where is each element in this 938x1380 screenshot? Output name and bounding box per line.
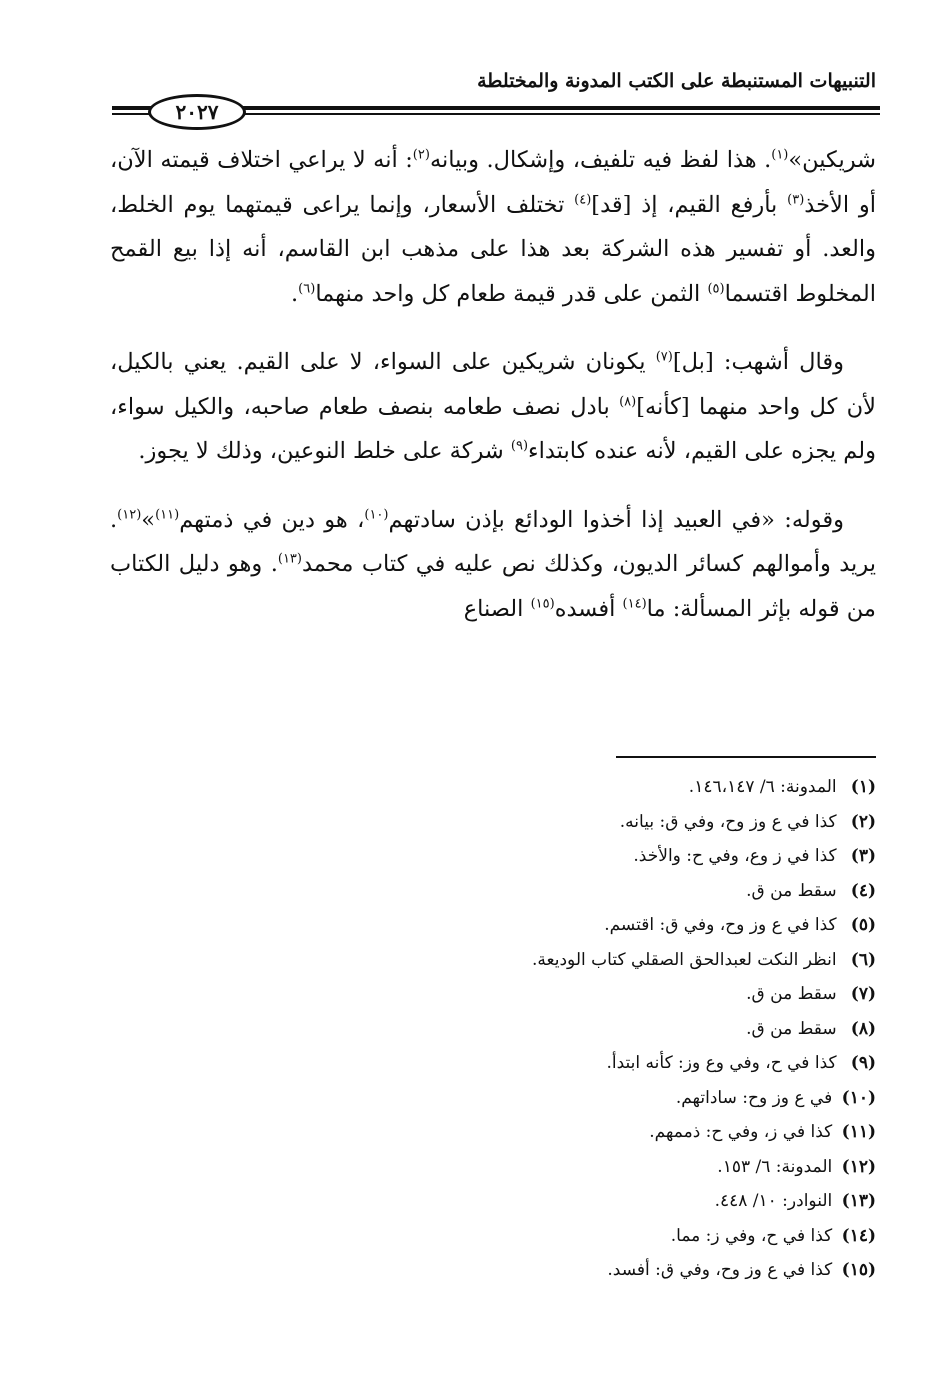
- text-run: . هذا لفظ فيه تلفيف، وإشكال. وبيانه: [429, 147, 772, 173]
- footnote-text: المدونة: ٦/ ١٤٦،١٤٧.: [688, 777, 842, 797]
- footnote-marker: (٨): [619, 394, 637, 409]
- footnote-item: [56, 770, 876, 805]
- footnote-number: (٧): [850, 984, 876, 1004]
- footnote-marker: (٢): [412, 147, 430, 163]
- text-run: ، هو دين في ذمتهم: [179, 506, 365, 533]
- footnote-text: كذا في ز وع، وفي ح: والأخذ.: [633, 846, 842, 866]
- footnote-item: [56, 908, 876, 943]
- footnote-text: في ع وز وح: ساداتهم.: [675, 1087, 838, 1108]
- footnote-item: [56, 874, 876, 909]
- footnote-number: (١): [850, 777, 876, 797]
- footnote-item: [56, 839, 876, 874]
- footnote-number: (٩): [850, 1053, 876, 1073]
- footnote-number: (٣): [850, 846, 876, 866]
- text-run: الصناع: [463, 595, 531, 622]
- footnote-text: سقط من ق.: [746, 1018, 842, 1039]
- footnote-item: [56, 977, 876, 1012]
- text-run: وقال أشهب: [بل]: [672, 349, 844, 375]
- text-run: وقوله: «في العبيد إذا أخذوا الودائع بإذن سادتهم: [388, 506, 845, 533]
- footnote-text: كذا في ح، وفي وع وز: كأنه ابتدأ.: [606, 1053, 842, 1073]
- footnote-number: (٥): [850, 915, 876, 935]
- footnote-text: النوادر: ١٠/ ٤٤٨.: [714, 1191, 838, 1211]
- paragraph-1: [110, 138, 876, 316]
- footnote-item: [56, 805, 876, 840]
- footnote-marker: (١٥): [530, 596, 555, 611]
- footnote-text: كذا في ع وز وح، وفي ق: اقتسم.: [604, 915, 842, 935]
- text-run: شركة على خلط النوعين، وذلك لا يجوز.: [138, 438, 511, 464]
- footnote-item: [56, 1012, 876, 1047]
- footnote-text: كذا في ع وز وح، وفي ق: بيانه.: [619, 811, 842, 832]
- text-run: »: [141, 506, 156, 533]
- footnote-number: (٦): [850, 949, 876, 970]
- footnote-text: المدونة: ٦/ ١٥٣.: [717, 1156, 838, 1177]
- footnote-marker: (١١): [155, 507, 180, 522]
- footnote-marker: (٥): [707, 281, 725, 296]
- footnote-marker: (٧): [655, 349, 673, 365]
- footnote-text: سقط من ق.: [746, 984, 842, 1004]
- footnote-number: (١٠): [841, 1087, 876, 1108]
- footnote-item: [56, 1219, 876, 1254]
- footnote-item: [56, 1184, 876, 1219]
- paragraph-3: [110, 498, 876, 632]
- footnote-marker: (٣): [787, 192, 805, 207]
- text-run: يكونان شريكين على السواء، لا على القيم. يعني بالكيل، لأن كل واحد منهما [كأنه]: [110, 349, 876, 420]
- footnote-number: (٤): [850, 880, 876, 901]
- footnote-text: سقط من ق.: [746, 880, 842, 901]
- main-text: [110, 138, 876, 655]
- footnote-marker: (١٠): [364, 507, 389, 522]
- footnote-item: [56, 1046, 876, 1081]
- footnote-item: [56, 943, 876, 978]
- text-run: . يريد وأموالهم كسائر الديون، وكذلك نص عليه في كتاب محمد: [110, 506, 876, 577]
- page-number: ٢٠٢٧: [148, 94, 246, 130]
- footnote-number: (١٢): [841, 1156, 876, 1177]
- footnote-separator: [616, 756, 876, 758]
- text-run: شريكين»: [788, 147, 877, 173]
- footnotes-list: [56, 770, 876, 1288]
- running-title: التنبيهات المستنبطة على الكتب المدونة والمختلطة: [477, 70, 876, 92]
- footnote-item: [56, 1081, 876, 1116]
- footnote-number: (١٣): [841, 1191, 876, 1211]
- text-run: : أنه لا يراعي اختلاف قيمته الآن، أو الأخذ: [110, 147, 877, 218]
- footnote-number: (٢): [850, 811, 876, 832]
- text-run: الثمن على قدر قيمة طعام كل واحد منهما: [315, 280, 708, 307]
- footnote-marker: (٦): [298, 281, 316, 296]
- footnote-text: كذا في ح، وفي ز: مما.: [670, 1225, 838, 1246]
- footnote-marker: (١٣): [277, 551, 302, 567]
- footnote-marker: (١): [771, 147, 789, 163]
- text-run: . وهو دليل الكتاب من قوله بإثر المسألة: ما: [110, 551, 876, 622]
- footnote-marker: (٩): [510, 438, 529, 454]
- footnote-number: (٨): [850, 1018, 876, 1039]
- footnote-number: (١٤): [841, 1225, 876, 1246]
- footnote-text: كذا في ز، وفي ح: ذممهم.: [649, 1122, 838, 1142]
- footnote-number: (١١): [841, 1122, 876, 1142]
- text-run: تختلف الأسعار، وإنما يراعى قيمتهما يوم الخلط، والعد. أو تفسير هذه الشركة بعد هذا على مذهب ابن القاسم، أنه إذا بيع القمح المخلوط اقتسما: [110, 191, 876, 307]
- text-run: .: [291, 280, 299, 307]
- text-run: بأرفع القيم، إذ [قد]: [591, 191, 788, 218]
- text-run: أفسده: [554, 595, 623, 622]
- footnote-item: [56, 1150, 876, 1185]
- footnote-text: انظر النكت لعبدالحق الصقلي كتاب الوديعة.: [532, 949, 842, 970]
- text-run: بادل نصف طعامه بنصف طعام صاحبه، والكيل سواء، ولم يجزه على القيم، لأنه عنده كابتداء: [110, 393, 876, 464]
- footnote-text: كذا في ع وز وح، وفي ق: أفسد.: [607, 1260, 838, 1280]
- footnote-marker: (٤): [574, 192, 592, 207]
- footnote-marker: (١٤): [622, 596, 647, 611]
- footnote-item: [56, 1115, 876, 1150]
- footnote-marker: (١٢): [117, 507, 142, 522]
- footnote-number: (١٥): [841, 1260, 876, 1280]
- paragraph-2: [110, 340, 876, 474]
- footnote-item: [56, 1253, 876, 1288]
